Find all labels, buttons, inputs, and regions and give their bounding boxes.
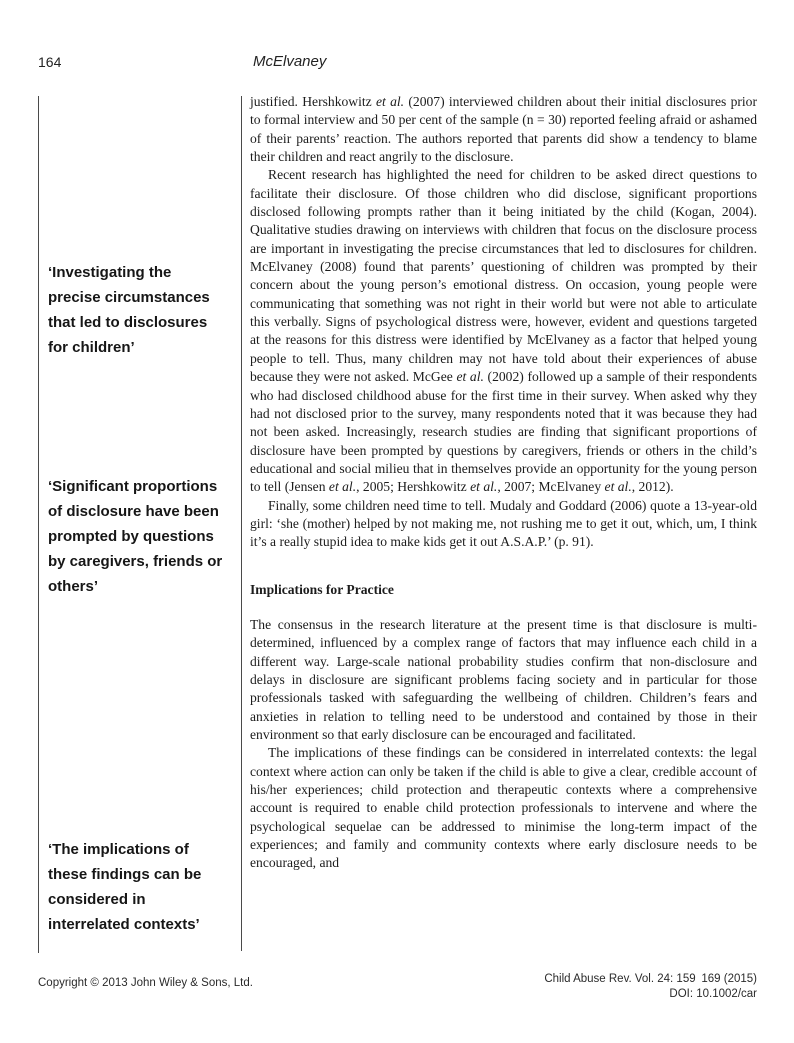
section-heading: Implications for Practice — [250, 581, 394, 597]
running-head: McElvaney — [253, 53, 327, 70]
text-run: Finally, some children need time to tell. Mudaly and Goddard (2006) quote a 13-year-old girl: ‘she (mother) helped by not making me, not rushing me to get it out, which, um, I think it’s a really stupid idea to make kids get it out A.S.A.P.’ (p. 91). — [250, 497, 757, 550]
text-run: , 2007; McElvaney — [497, 479, 605, 495]
italic-run: et al. — [456, 369, 484, 385]
article-body — [250, 93, 757, 873]
paragraph — [250, 616, 757, 744]
text-run: Recent research has highlighted the need for children to be asked direct questions to facilitate their disclosure. Of those children who did disclose, significant proportions disclosed following prompts rather than it being initiated by the child (Kogan, 2004). Qualitative studies drawing on interviews with children that focus on the disclosure process are important in investigating the precise circumstances that led to disclosures for children. McElvaney (2008) found that parents’ questioning of children was prompted by their concern about the young person’s emotional distress. On occasion, young people were communicating that something was not right in their world but were not able to articulate this verbally. Signs of psychological distress were, however, evident and questions targeted at the reasons for this distress were identified by McElvaney as a factor that helped young people to tell. Thus, many children may not have told about their experiences of abuse because they were not asked. McGee — [250, 167, 757, 385]
paragraph — [250, 744, 757, 872]
text-run: (2007) interviewed children about their initial disclosures prior to formal interview and 50 per cent of the sample (n = 30) reported feeling afraid or ashamed of their parents’ reaction. The authors reported that parents did show a tendency to blame their children and react angrily to the disclosure. — [250, 94, 757, 165]
pull-quote: ‘Significant proportions of disclosure have been prompted by questions by caregivers, friends or others’ — [48, 478, 223, 595]
text-run: , 2012). — [631, 479, 674, 495]
copyright-notice: Copyright © 2013 John Wiley & Sons, Ltd. — [38, 977, 253, 989]
margin-rule-left — [38, 96, 39, 953]
pull-quote: ‘The implications of these findings can be considered in interrelated contexts’ — [48, 841, 202, 933]
italic-run: et al. — [376, 94, 405, 109]
text-run: (2002) followed up a sample of their respondents who had disclosed childhood abuse for the first time in their survey. When asked why they had not disclosed prior to the survey, many respondents noted that it was because they had not been asked. Increasingly, research studies are finding that significant proportions of disclosure have been prompted by questions by caregivers, friends or others in the child’s educational and social milieu that in themselves provide an opportunity for the young person to tell (Jensen — [250, 369, 757, 495]
italic-run: et al. — [470, 479, 498, 495]
doi-line: DOI: 10.1002/car — [669, 988, 757, 1000]
italic-run: et al. — [604, 479, 632, 495]
page-number: 164 — [38, 54, 62, 70]
paragraph — [250, 497, 757, 552]
text-run: The consensus in the research literature at the present time is that disclosure is multi-determined, influenced by a complex range of factors that may influence each child in a different way. Large-scale national probability studies confirm that non-disclosure and delays in disclosure are significant problems facing society and in particular for those professionals tasked with safeguarding the wellbeing of children. Children’s fears and anxieties in relation to telling need to be understood and contained by those in their environment so that early disclosure can be encouraged and facilitated. — [250, 616, 757, 742]
text-run: justified. Hershkowitz — [250, 94, 376, 109]
paragraph — [250, 166, 757, 496]
pull-quote: ‘Investigating the precise circumstances that led to disclosures for children’ — [48, 264, 210, 356]
paragraph — [250, 93, 757, 166]
italic-run: et al. — [328, 479, 357, 495]
citation-line: Child Abuse Rev. Vol. 24: 159 169 (2015) — [544, 973, 757, 985]
journal-citation — [544, 972, 757, 1002]
column-rule — [241, 96, 242, 951]
text-run: , 2005; Hershkowitz — [356, 479, 471, 495]
text-run: The implications of these findings can be considered in interrelated contexts: the legal context where action can only be taken if the child is able to give a clear, credible account of his/her experiences; child protection and therapeutic contexts where a comprehensive account is required to enable child protection professionals to intervene and where the psychological sequelae can be addressed to minimise the long-term impact of the experiences; and family and community contexts where early disclosure needs to be encouraged, and — [250, 745, 757, 871]
